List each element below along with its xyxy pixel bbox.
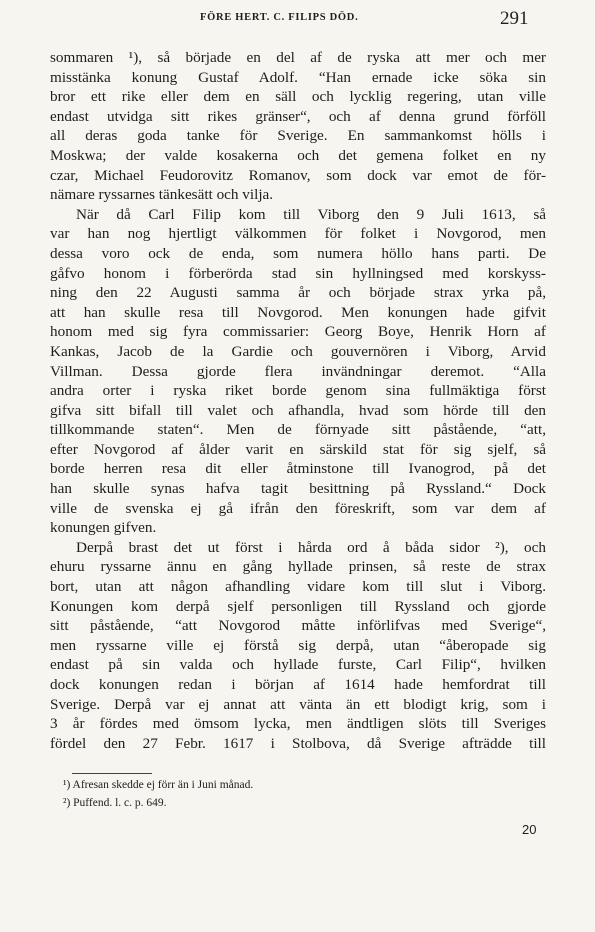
text-line: Konungen kom derpå sjelf personligen till Ryssland och gjorde [50, 597, 546, 615]
text-line: czar, Michael Feudorovitz Romanov, som dock var emot de för- [50, 166, 546, 184]
running-head: FÖRE HERT. C. FILIPS DÖD. [200, 12, 359, 23]
text-line: att han skulle resa till Novgorod. Men konungen hade gifvit [50, 303, 546, 321]
text-line: Derpå brast det ut först i hårda ord å båda sidor ²), och [76, 538, 546, 556]
text-line: gåfvo honom i förberörda stad sin hyllningsed med korskyss- [50, 264, 546, 282]
text-line: bror ett rike eller dem en säll och lycklig regering, utan ville [50, 88, 546, 106]
text-line: dessa voro ock de enda, som numera höllo hans parti. De [50, 244, 546, 262]
text-line: honom med sig fyra commissarier: Georg Boye, Henrik Horn af [50, 323, 546, 341]
page-number: 291 [500, 8, 529, 29]
text-line: bort, utan att någon afhandling vidare kom till slut i Viborg. [50, 578, 546, 596]
text-line: Villman. Dessa gjorde flera invändningar deremot. “Alla [50, 362, 546, 380]
text-line: var han nog hjertligt välkommen för folket i Novgorod, men [50, 225, 546, 243]
text-line: han skulle synas hafva tagit besittning på Ryssland.“ Dock [50, 480, 546, 498]
text-line: efter Novgorod af ålder varit en särskild stat för sig sjelf, så [50, 440, 546, 458]
signature-mark: 20 [522, 822, 537, 837]
text-line: misstänka konung Gustaf Adolf. “Han ernade icke söka sin [50, 68, 546, 86]
text-line: ehuru ryssarne ännu en gång hyllade prinsen, så reste de strax [50, 558, 546, 576]
text-line: Kankas, Jacob de la Gardie och gouvernören i Viborg, Arvid [50, 342, 546, 360]
text-line: Sverige. Derpå var ej annat att vänta än ett blodigt krig, som i [50, 695, 546, 713]
body-text [50, 48, 546, 753]
text-line: all deras goda tanke för Sverige. En sammankomst hölls i [50, 127, 546, 145]
text-line: tillkommande staten“. Men de förnyade sitt påstående, “att, [50, 421, 546, 439]
footnote: ¹) Afresan skedde ej förr än i Juni månad. [63, 779, 254, 791]
text-line: andra orter i ryska riket borde genom sina fullmäktiga först [50, 382, 546, 400]
text-line: endast på sin valda och hyllade furste, Carl Filip“, hvilken [50, 656, 546, 674]
text-line: 3 år fördes med ömsom lycka, men ändtligen slöts till Sveriges [50, 715, 546, 733]
footnote-rule [72, 773, 152, 774]
text-line: dock konungen redan i början af 1614 hade hemfordrat till [50, 676, 546, 693]
text-line: konungen gifven. [50, 519, 157, 537]
text-line: gifva sitt bifall till valet och afhandla, hvad som hörde till den [50, 401, 546, 419]
text-line: Moskwa; der valde kosakerna och det gemena folket en ny [50, 146, 546, 164]
text-line: fördel den 27 Febr. 1617 i Stolbova, då Sverige afträdde till [50, 734, 546, 752]
text-line: borde herren resa dit eller åtminstone till Ivanogrod, på det [50, 460, 546, 478]
footnotes [63, 776, 463, 812]
text-line: ning den 22 Augusti samma år och började strax yrka på, [50, 284, 546, 302]
text-line: nämare ryssarnes tänkesätt och vilja. [50, 186, 274, 204]
text-line: När då Carl Filip kom till Viborg den 9 Juli 1613, så [76, 205, 546, 223]
text-line: endast utvidga sitt rikes gränser“, och af denna grund förföll [50, 107, 546, 125]
text-line: sitt påstående, “att Novgorod måtte införlifvas med Sverige“, [50, 617, 546, 635]
page-header [0, 8, 595, 32]
text-line: sommaren ¹), så började en del af de ryska att mer och mer [50, 49, 546, 66]
text-line: men ryssarne ville ej förstå sig derpå, utan “åberopade sig [50, 636, 546, 654]
footnote: ²) Puffend. l. c. p. 649. [63, 797, 167, 809]
text-line: ville de svenska ej gå ifrån den föreskrift, som var dem af [50, 499, 546, 517]
